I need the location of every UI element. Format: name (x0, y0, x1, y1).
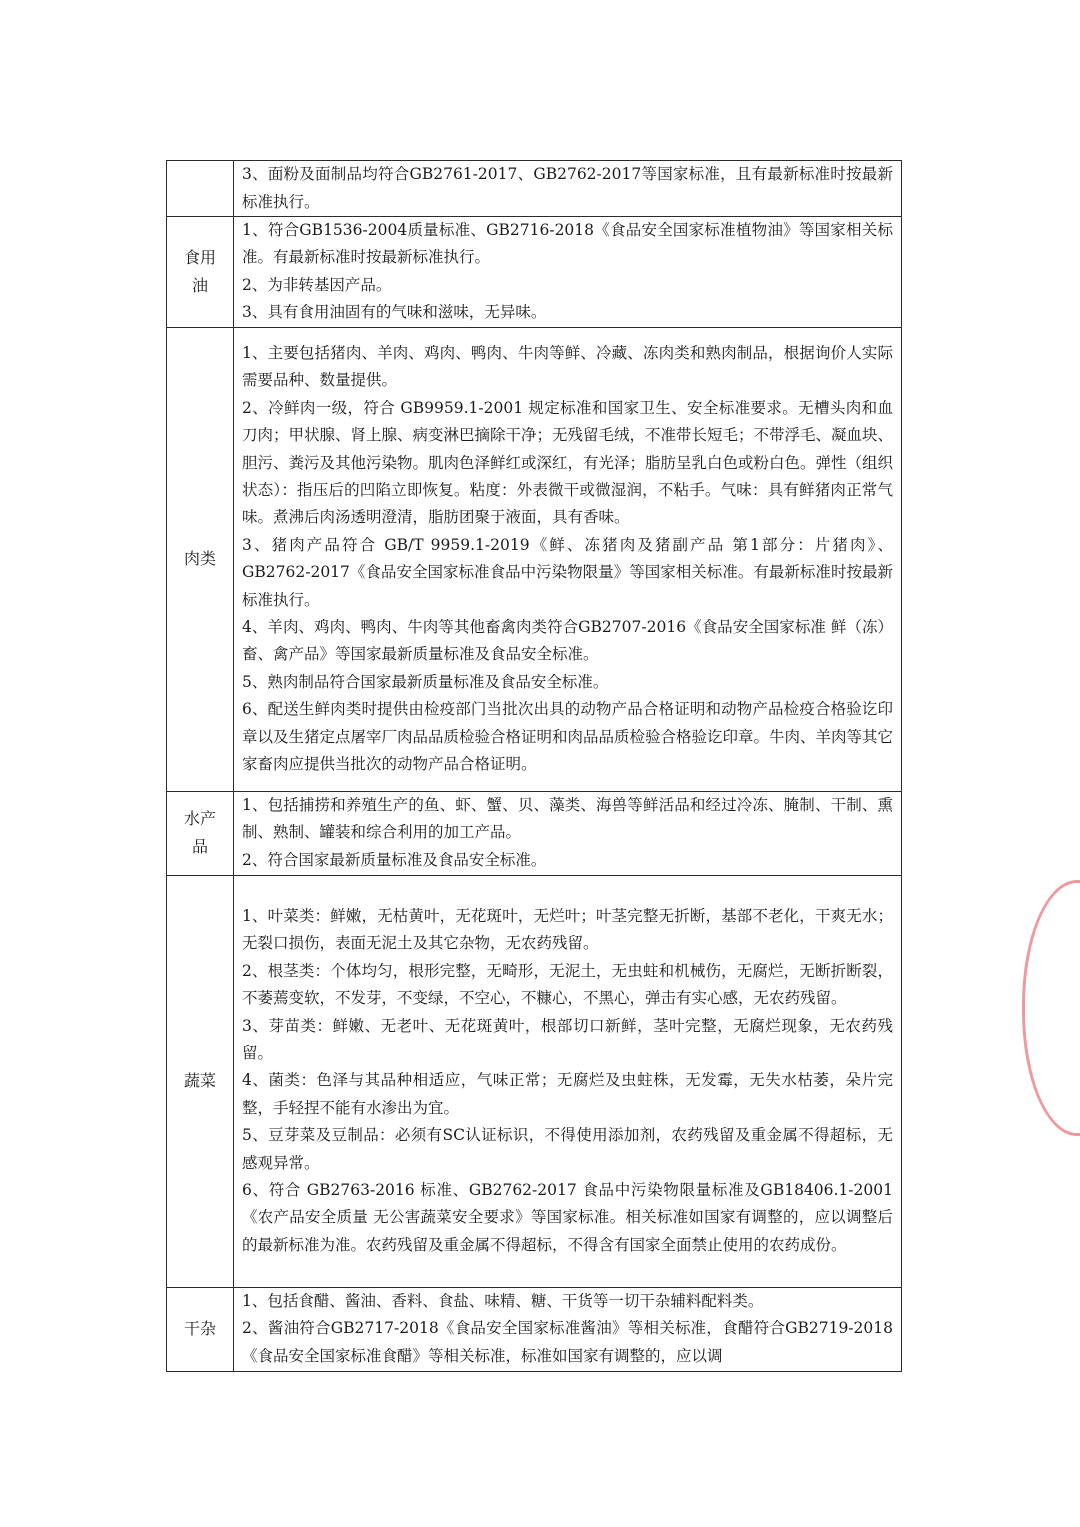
spec-item: 6、符合 GB2763-2016 标准、GB2762-2017 食品中污染物限量标准及GB18406.1-2001《农产品安全质量 无公害蔬菜安全要求》等国家标准。相关标准如国家有调整的，应以调整后的最新标准为准。农药残留及重金属不得超标，不得含有国家全面禁止使用的农药成份。 (242, 1181, 893, 1254)
category-cell (167, 327, 234, 791)
content-cell (234, 161, 902, 217)
red-seal-icon (1022, 880, 1080, 1136)
category-cell (167, 875, 234, 1287)
spec-item: 3、猪肉产品符合 GB/T 9959.1-2019《鲜、冻猪肉及猪副产品 第1部分：片猪肉》、GB2762-2017《食品安全国家标准食品中污染物限量》等国家相关标准。有最新标准时按最新标准执行。 (242, 535, 893, 609)
spec-item: 2、酱油符合GB2717-2018《食品安全国家标准酱油》等相关标准，食醋符合GB2719-2018《食品安全国家标准食醋》等相关标准，标准如国家有调整的，应以调 (242, 1319, 893, 1365)
table-row (167, 161, 902, 217)
spec-item: 4、菌类：色泽与其品种相适应，气味正常；无腐烂及虫蛀株，无发霉，无失水枯萎，朵片完整，手轻捏不能有水渗出为宜。 (242, 1071, 893, 1117)
spec-item: 2、符合国家最新质量标准及食品安全标准。 (242, 850, 547, 869)
content-cell (234, 875, 902, 1287)
spec-item: 1、叶菜类：鲜嫩，无枯黄叶，无花斑叶，无烂叶；叶茎完整无折断，基部不老化，干爽无水；无裂口损伤，表面无泥土及其它杂物，无农药残留。 (242, 906, 893, 953)
spec-item: 1、主要包括猪肉、羊肉、鸡肉、鸭肉、牛肉等鲜、冷藏、冻肉类和熟肉制品，根据询价人实际需要品种、数量提供。 (242, 343, 893, 390)
spec-table (166, 160, 902, 1372)
spec-item: 1、符合GB1536-2004质量标准、GB2716-2018《食品安全国家标准植物油》等国家相关标准。有最新标准时按最新标准执行。 (242, 221, 893, 267)
spec-item: 1、包括食醋、酱油、香料、食盐、味精、糖、干货等一切干杂辅料配料类。 (242, 1292, 764, 1311)
spec-item: 4、羊肉、鸡肉、鸭肉、牛肉等其他畜禽肉类符合GB2707-2016《食品安全国家标准 鲜（冻）畜、禽产品》等国家最新质量标准及食品安全标准。 (242, 617, 893, 664)
category-label: 食用油 (183, 247, 216, 295)
category-label: 水产品 (183, 809, 216, 857)
spec-item: 2、为非转基因产品。 (242, 275, 392, 294)
content-cell (234, 1287, 902, 1371)
spec-item: 2、冷鲜肉一级，符合 GB9959.1-2001 规定标准和国家卫生、安全标准要求。无槽头肉和血刀肉；甲状腺、肾上腺、病变淋巴摘除干净；无残留毛绒，不准带长短毛；不带浮毛、凝血块、胆污、粪污及其他污染物。肌肉色泽鲜红或深红，有光泽；脂肪呈乳白色或粉白色。弹性（组织状态）：指压后的凹陷立即恢复。粘度：外表微干或微湿润，不粘手。气味：具有鲜猪肉正常气味。煮沸后肉汤透明澄清，脂肪团聚于液面，具有香味。 (242, 398, 894, 527)
category-cell (167, 217, 234, 328)
spec-item: 6、配送生鲜肉类时提供由检疫部门当批次出具的动物产品合格证明和动物产品检疫合格验讫印章以及生猪定点屠宰厂肉品品质检验合格证明和肉品品质检验合格验讫印章。牛肉、羊肉等其它家畜肉应提供当批次的动物产品合格证明。 (242, 700, 894, 773)
category-label: 肉类 (183, 549, 216, 569)
spec-item: 1、包括捕捞和养殖生产的鱼、虾、蟹、贝、藻类、海兽等鲜活品和经过冷冻、腌制、干制、熏制、熟制、罐装和综合利用的加工产品。 (242, 796, 893, 842)
document-page (166, 160, 902, 1372)
category-cell (167, 161, 234, 217)
table-row (167, 875, 902, 1287)
spec-item: 3、面粉及面制品均符合GB2761-2017、GB2762-2017等国家标准，且有最新标准时按最新标准执行。 (242, 165, 893, 211)
spec-item: 5、豆芽菜及豆制品：必须有SC认证标识，不得使用添加剂，农药残留及重金属不得超标，无感观异常。 (242, 1126, 893, 1172)
table-row (167, 791, 902, 875)
table-row (167, 217, 902, 328)
category-label: 蔬菜 (183, 1071, 216, 1091)
category-label: 干杂 (183, 1319, 216, 1339)
content-cell (234, 791, 902, 875)
category-cell (167, 1287, 234, 1371)
spec-item: 5、熟肉制品符合国家最新质量标准及食品安全标准。 (242, 672, 609, 691)
spec-item: 3、具有食用油固有的气味和滋味，无异味。 (242, 303, 547, 322)
spec-item: 3、芽苗类：鲜嫩、无老叶、无花斑黄叶，根部切口新鲜，茎叶完整，无腐烂现象，无农药残留。 (242, 1016, 893, 1063)
table-row (167, 327, 902, 791)
category-cell (167, 791, 234, 875)
spec-item: 2、根茎类：个体均匀，根形完整，无畸形，无泥土，无虫蛀和机械伤，无腐烂，无断折断裂，不萎蔫变软，不发芽，不变绿，不空心，不糠心，不黑心，弹击有实心感，无农药残留。 (242, 961, 893, 1008)
content-cell (234, 217, 902, 328)
content-cell (234, 327, 902, 791)
table-row (167, 1287, 902, 1371)
